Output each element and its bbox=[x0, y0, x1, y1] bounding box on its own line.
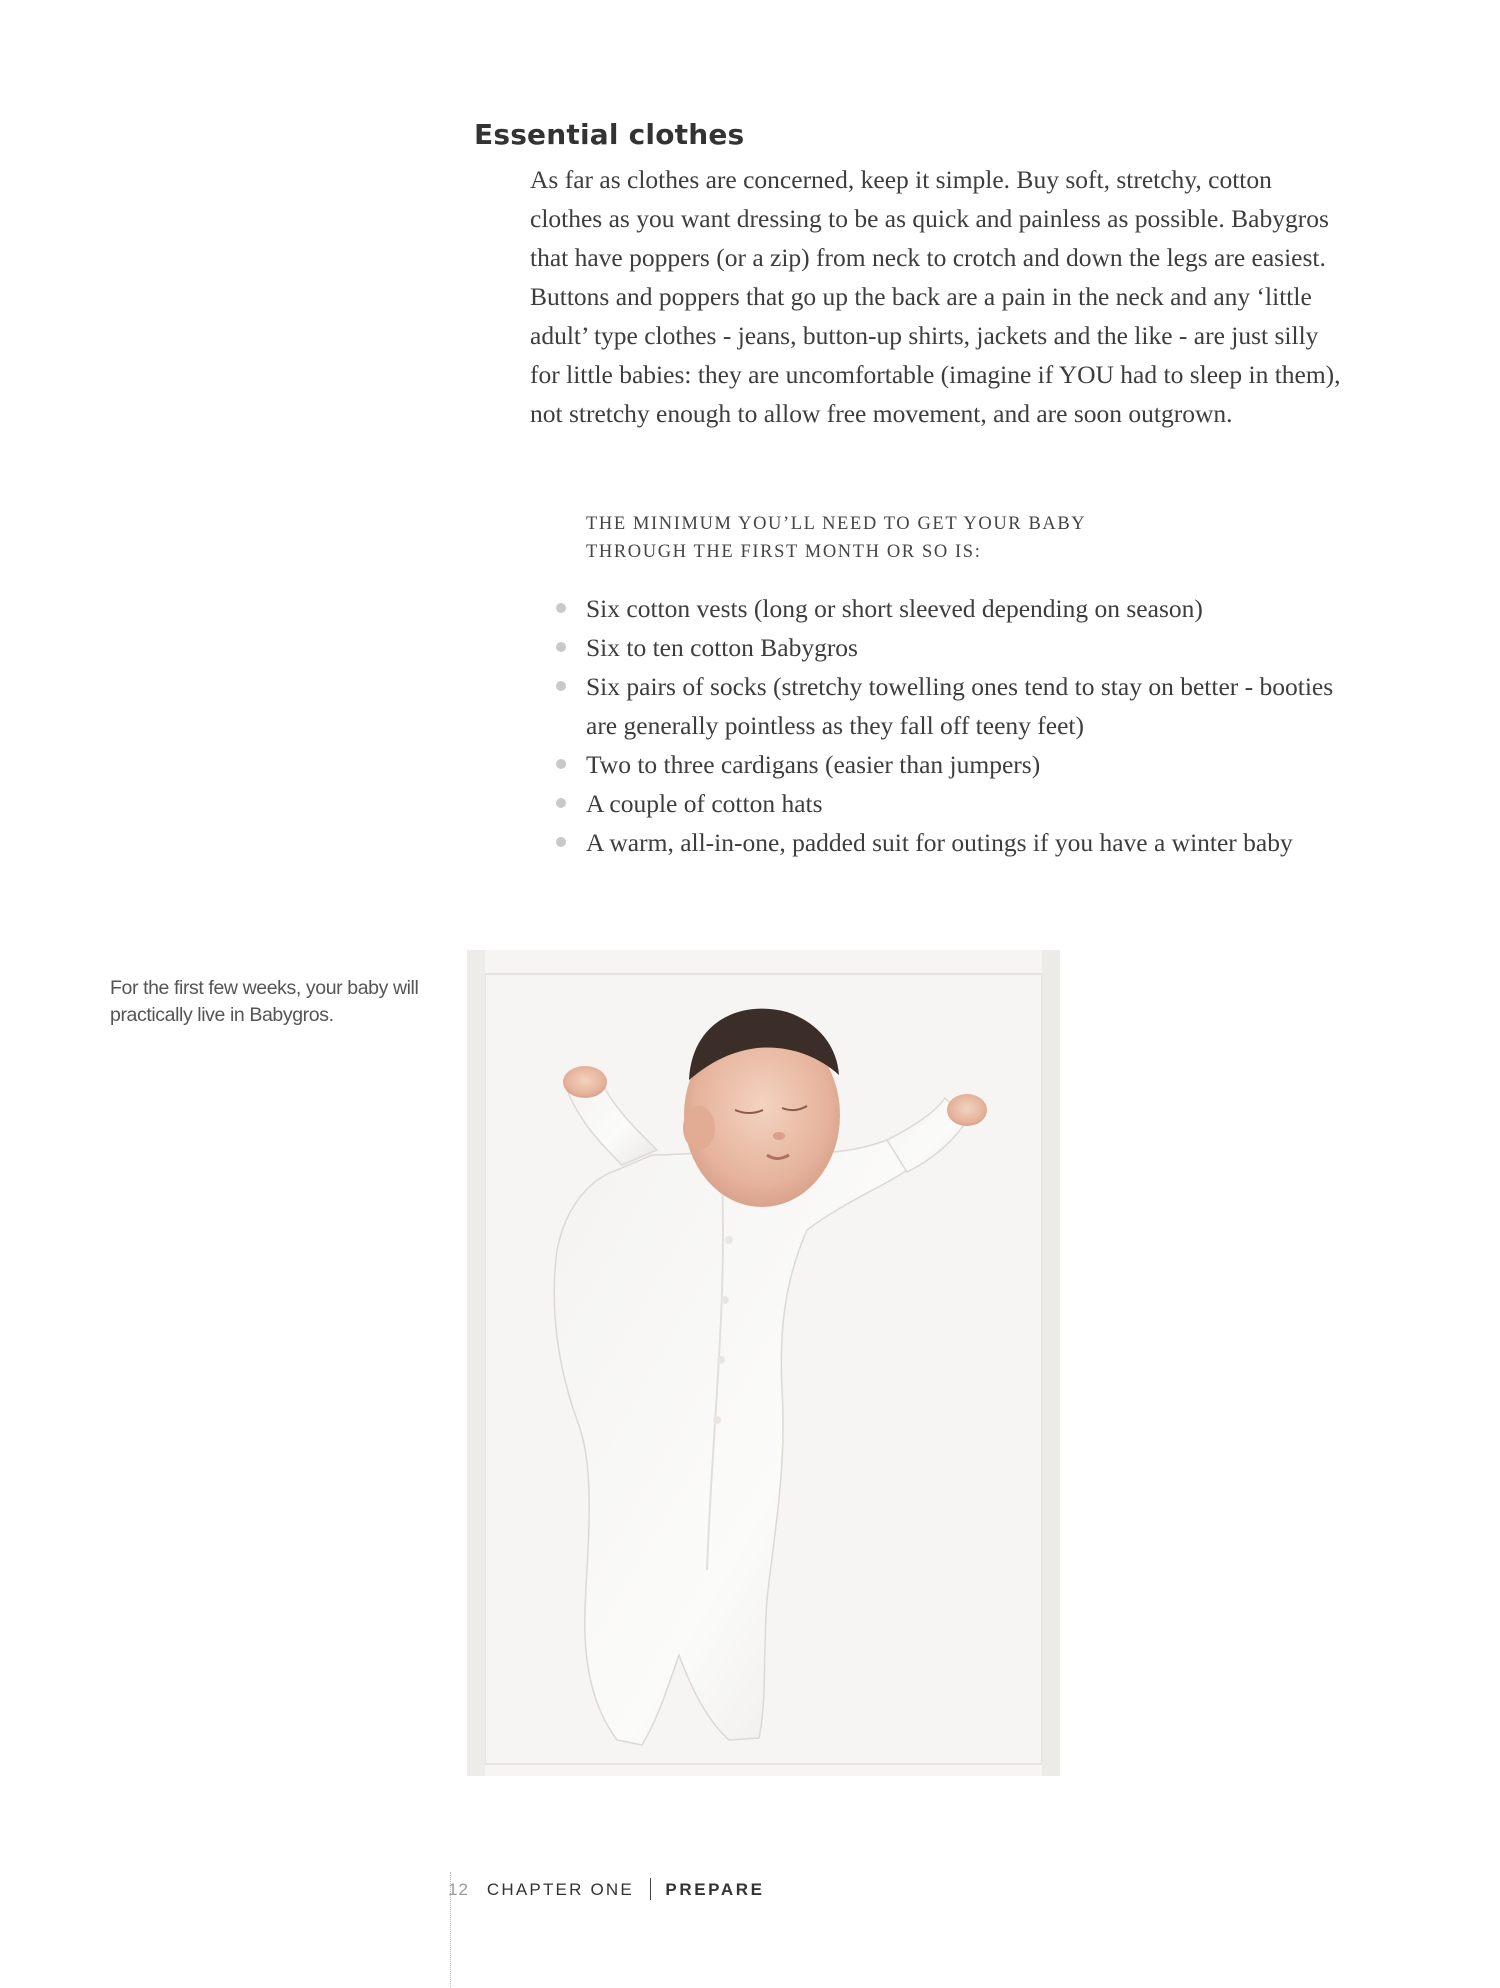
baby-right-hand bbox=[947, 1094, 987, 1126]
intro-paragraph bbox=[530, 160, 1350, 433]
list-item-text: A couple of cotton hats bbox=[586, 789, 823, 818]
list-item-text: Two to three cardigans (easier than jumpers) bbox=[586, 750, 1041, 779]
section-heading: Essential clothes bbox=[474, 118, 745, 151]
list-heading-line-2: THROUGH THE FIRST MONTH OR SO IS: bbox=[586, 542, 982, 562]
list-item bbox=[556, 745, 1346, 784]
clothes-list bbox=[556, 589, 1346, 862]
bullet-icon bbox=[556, 681, 566, 691]
list-item bbox=[556, 667, 1346, 745]
baby-photo bbox=[467, 950, 1060, 1776]
sleeping-baby-illustration bbox=[467, 950, 1060, 1776]
list-item bbox=[556, 628, 1346, 667]
list-item bbox=[556, 823, 1346, 862]
list-item-text: Six pairs of socks (stretchy towelling ones tend to stay on better - booties are generally pointless as they fall off teeny feet) bbox=[586, 672, 1334, 740]
intro-text: As far as clothes are concerned, keep it simple. Buy soft, stretchy, cotton clothes as you want dressing to be as quick and painless as possible. Babygros that have poppers (or a zip) from neck to crotch and down the legs are easiest. Buttons and poppers that go up the back are a pain in the neck and any ‘little adult’ type clothes - jeans, button-up shirts, jackets and the like - are just silly for little babies: they are uncomfortable (imagine if YOU had to sleep in them), not stretchy enough to allow free movement, and are soon outgrown. bbox=[530, 165, 1341, 428]
list-item bbox=[556, 784, 1346, 823]
bullet-icon bbox=[556, 798, 566, 808]
bullet-icon bbox=[556, 837, 566, 847]
list-item bbox=[556, 589, 1346, 628]
baby-left-hand bbox=[563, 1066, 607, 1098]
bullet-icon bbox=[556, 759, 566, 769]
page-footer bbox=[448, 1878, 765, 1900]
page-number: 12 bbox=[448, 1880, 469, 1899]
bullet-icon bbox=[556, 603, 566, 613]
list-item-text: Six to ten cotton Babygros bbox=[586, 633, 858, 662]
list-item-text: A warm, all-in-one, padded suit for outings if you have a winter baby bbox=[586, 828, 1293, 857]
photo-caption: For the first few weeks, your baby will practically live in Babygros. bbox=[110, 977, 419, 1026]
list-heading bbox=[586, 510, 1286, 566]
section-label: PREPARE bbox=[665, 1880, 765, 1899]
list-heading-line-1: THE MINIMUM YOU’LL NEED TO GET YOUR BABY bbox=[586, 514, 1087, 534]
list-item-text: Six cotton vests (long or short sleeved depending on season) bbox=[586, 594, 1203, 623]
chapter-label: CHAPTER ONE bbox=[486, 1880, 634, 1899]
footer-separator bbox=[650, 1878, 652, 1900]
bullet-icon bbox=[556, 642, 566, 652]
